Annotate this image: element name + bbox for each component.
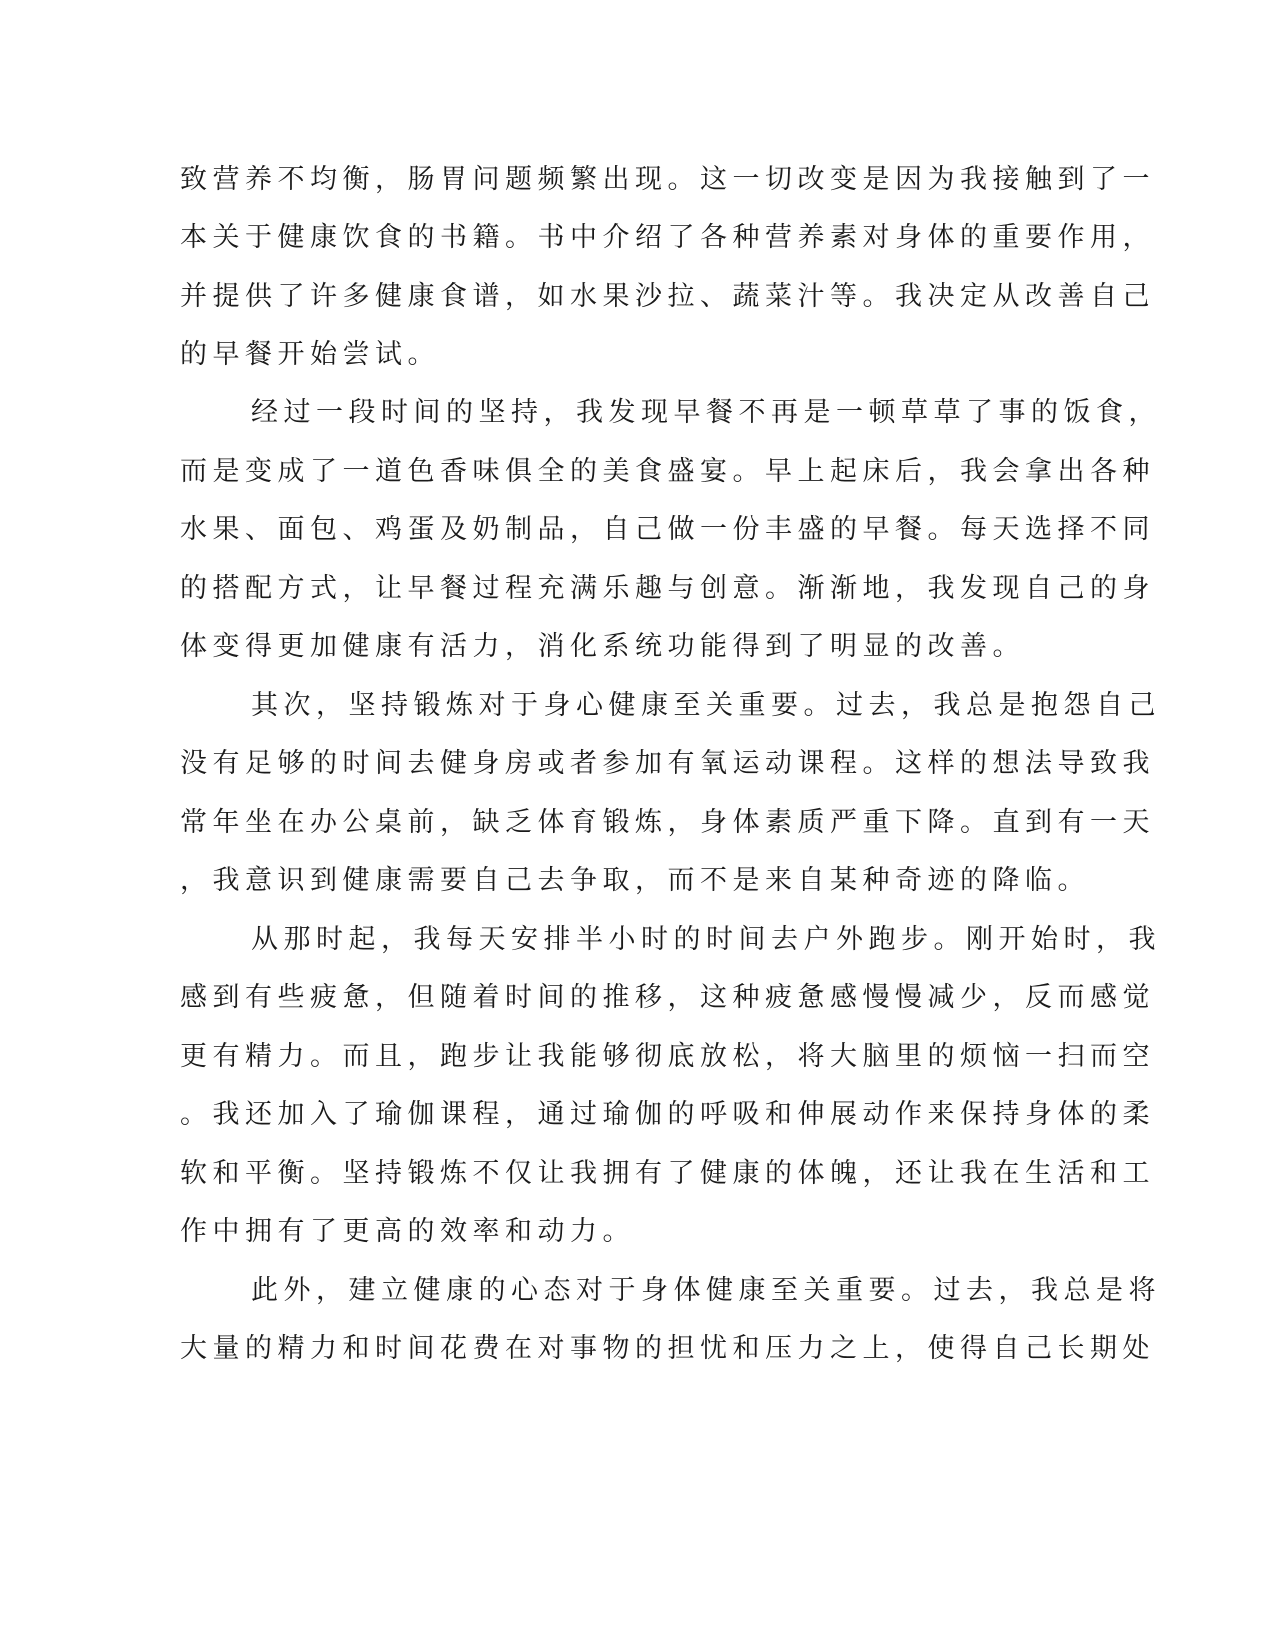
text-line: 大量的精力和时间花费在对事物的担忧和压力之上，使得自己长期处 <box>180 1333 1155 1364</box>
text-line: 常年坐在办公桌前，缺乏体育锻炼，身体素质严重下降。直到有一天 <box>180 807 1155 838</box>
text-line: 更有精力。而且，跑步让我能够彻底放松，将大脑里的烦恼一扫而空 <box>180 1041 1155 1072</box>
text-line: 本关于健康饮食的书籍。书中介绍了各种营养素对身体的重要作用， <box>180 222 1155 253</box>
text-line: 并提供了许多健康食谱，如水果沙拉、蔬菜汁等。我决定从改善自己 <box>180 281 1155 312</box>
paragraph-first-line: 从那时起，我每天安排半小时的时间去户外跑步。刚开始时，我 <box>251 924 1161 955</box>
text-line: 。我还加入了瑜伽课程，通过瑜伽的呼吸和伸展动作来保持身体的柔 <box>180 1099 1155 1130</box>
paragraph-first-line: 此外，建立健康的心态对于身体健康至关重要。过去，我总是将 <box>251 1275 1161 1306</box>
text-line: 软和平衡。坚持锻炼不仅让我拥有了健康的体魄，还让我在生活和工 <box>180 1158 1155 1189</box>
text-line: 的早餐开始尝试。 <box>180 339 440 370</box>
paragraph-first-line: 其次，坚持锻炼对于身心健康至关重要。过去，我总是抱怨自己 <box>251 690 1161 721</box>
paragraph-first-line: 经过一段时间的坚持，我发现早餐不再是一顿草草了事的饭食， <box>251 397 1161 428</box>
text-line: 没有足够的时间去健身房或者参加有氧运动课程。这样的想法导致我 <box>180 748 1155 779</box>
text-line: 感到有些疲惫，但随着时间的推移，这种疲惫感慢慢减少，反而感觉 <box>180 982 1155 1013</box>
text-line: 体变得更加健康有活力，消化系统功能得到了明显的改善。 <box>180 631 1025 662</box>
text-line: 作中拥有了更高的效率和动力。 <box>180 1216 635 1247</box>
text-line: ，我意识到健康需要自己去争取，而不是来自某种奇迹的降临。 <box>180 865 1090 896</box>
text-line: 的搭配方式，让早餐过程充满乐趣与创意。渐渐地，我发现自己的身 <box>180 573 1155 604</box>
text-line: 致营养不均衡，肠胃问题频繁出现。这一切改变是因为我接触到了一 <box>180 164 1155 195</box>
text-line: 水果、面包、鸡蛋及奶制品，自己做一份丰盛的早餐。每天选择不同 <box>180 514 1155 545</box>
text-line: 而是变成了一道色香味俱全的美食盛宴。早上起床后，我会拿出各种 <box>180 456 1155 487</box>
